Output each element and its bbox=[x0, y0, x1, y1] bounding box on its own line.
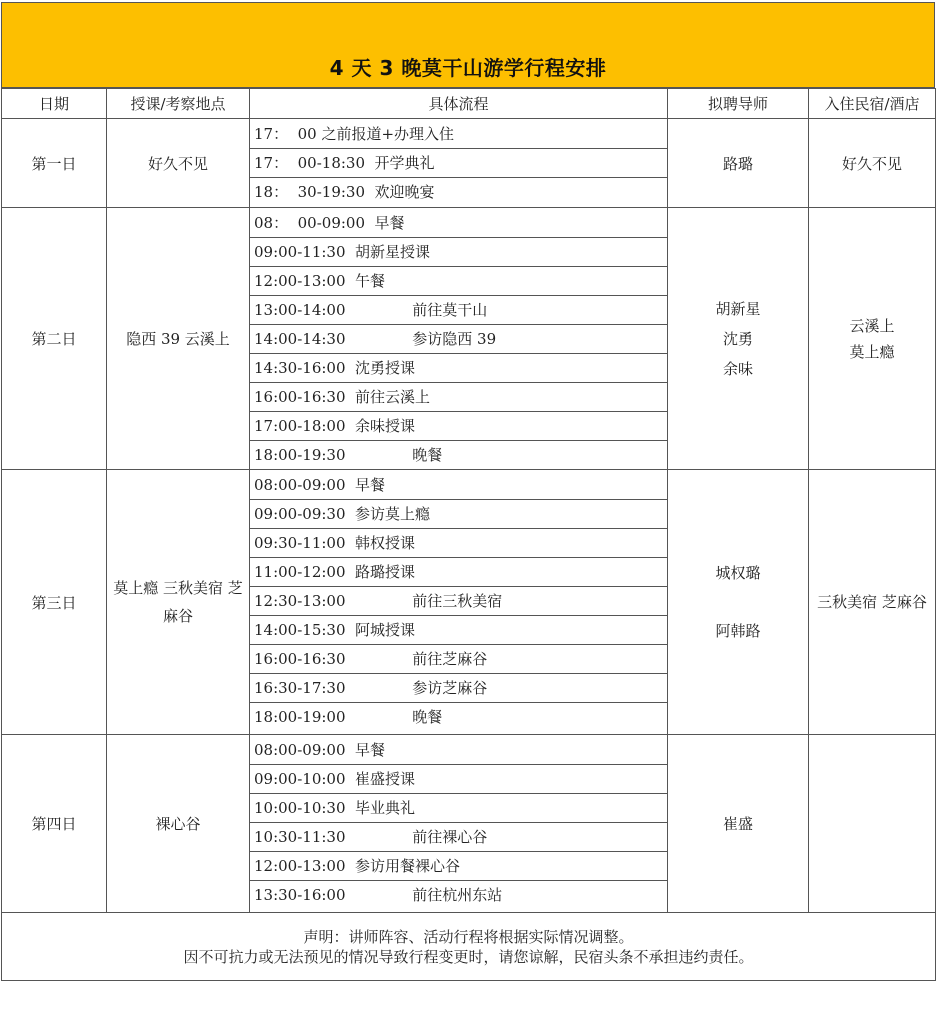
schedule-item: 10:30-11:30 前往裸心谷 bbox=[250, 822, 667, 851]
schedule-item: 09:30-11:00 韩权授课 bbox=[250, 528, 667, 557]
schedule-item: 11:00-12:00 路璐授课 bbox=[250, 557, 667, 586]
hotel-name: 莫上瘾 bbox=[849, 342, 895, 361]
schedule-item: 17： 00-18:30 开学典礼 bbox=[250, 148, 667, 177]
day-hotel: 好久不见 bbox=[809, 119, 936, 208]
day-mentors bbox=[668, 208, 809, 470]
schedule-item: 08： 00-09:00 早餐 bbox=[250, 208, 667, 237]
day-hotel bbox=[809, 735, 936, 913]
title-bar bbox=[1, 2, 935, 88]
day-row bbox=[2, 119, 936, 208]
mentor-name: 城权璐 bbox=[715, 564, 761, 582]
schedule-item: 12:00-13:00 参访用餐裸心谷 bbox=[250, 851, 667, 880]
hotel-name: 三秋美宿 芝麻谷 bbox=[817, 593, 927, 611]
statement-row bbox=[2, 913, 936, 981]
statement-line: 因不可抗力或无法预见的情况导致行程变更时，请您谅解，民宿头条不承担违约责任。 bbox=[183, 947, 754, 966]
schedule-item: 08:00-09:00 早餐 bbox=[250, 735, 667, 764]
schedule-item: 18： 30-19:30 欢迎晚宴 bbox=[254, 183, 435, 202]
day-schedule bbox=[250, 735, 668, 913]
mentor-name: 阿韩路 bbox=[715, 622, 761, 640]
day-location: 隐西 39 云溪上 bbox=[107, 208, 250, 470]
day-schedule bbox=[250, 208, 668, 470]
day-row bbox=[2, 735, 936, 913]
schedule-item: 13:00-14:00 前往莫干山 bbox=[250, 295, 667, 324]
schedule-item: 18:00-19:00 晚餐 bbox=[254, 708, 443, 727]
schedule-item: 12:00-13:00 午餐 bbox=[250, 266, 667, 295]
day-mentors: 崔盛 bbox=[668, 735, 809, 913]
day-hotel bbox=[809, 470, 936, 735]
day-hotel bbox=[809, 208, 936, 470]
statement-line: 声明：讲师阵容、活动行程将根据实际情况调整。 bbox=[303, 927, 634, 946]
day-mentors: 路璐 bbox=[668, 119, 809, 208]
day-row bbox=[2, 470, 936, 735]
statement bbox=[2, 913, 936, 981]
day-schedule bbox=[250, 470, 668, 735]
day-row bbox=[2, 208, 936, 470]
mentor-name: 余味 bbox=[722, 359, 753, 378]
mentor-name: 沈勇 bbox=[722, 329, 753, 348]
schedule-item: 16:00-16:30 前往云溪上 bbox=[250, 382, 667, 411]
schedule-table bbox=[1, 88, 936, 981]
day-schedule bbox=[250, 119, 668, 208]
day-label: 第一日 bbox=[2, 119, 107, 208]
schedule-item: 14:00-15:30 阿城授课 bbox=[250, 615, 667, 644]
schedule-item: 10:00-10:30 毕业典礼 bbox=[250, 793, 667, 822]
mentor-name: 胡新星 bbox=[715, 299, 761, 318]
schedule-item: 17： 00 之前报道+办理入住 bbox=[250, 119, 667, 148]
schedule-item: 16:00-16:30 前往芝麻谷 bbox=[250, 644, 667, 673]
location-text: 莫上瘾 三秋美宿 芝麻谷 bbox=[113, 579, 243, 625]
day-location bbox=[107, 470, 250, 735]
header-location: 授课/考察地点 bbox=[107, 89, 250, 119]
schedule-item: 18:00-19:30 晚餐 bbox=[254, 446, 443, 465]
day-label: 第三日 bbox=[2, 470, 107, 735]
schedule-item: 09:00-10:00 崔盛授课 bbox=[250, 764, 667, 793]
schedule-item: 12:30-13:00 前往三秋美宿 bbox=[250, 586, 667, 615]
schedule-item: 16:30-17:30 参访芝麻谷 bbox=[250, 673, 667, 702]
day-location: 裸心谷 bbox=[107, 735, 250, 913]
hotel-name: 云溪上 bbox=[849, 316, 895, 335]
header-process: 具体流程 bbox=[250, 89, 668, 119]
schedule-item: 08:00-09:00 早餐 bbox=[250, 470, 667, 499]
day-mentors bbox=[668, 470, 809, 735]
page-title: 4 天 3 晚莫干山游学行程安排 bbox=[329, 56, 607, 80]
header-hotel: 入住民宿/酒店 bbox=[809, 89, 936, 119]
header-row bbox=[2, 89, 936, 119]
header-date: 日期 bbox=[2, 89, 107, 119]
header-mentor: 拟聘导师 bbox=[668, 89, 809, 119]
day-location: 好久不见 bbox=[107, 119, 250, 208]
schedule-item: 09:00-09:30 参访莫上瘾 bbox=[250, 499, 667, 528]
schedule-item: 09:00-11:30 胡新星授课 bbox=[250, 237, 667, 266]
schedule-item: 17:00-18:00 余味授课 bbox=[250, 411, 667, 440]
schedule-item: 13:30-16:00 前往杭州东站 bbox=[254, 886, 503, 905]
day-label: 第四日 bbox=[2, 735, 107, 913]
schedule-item: 14:00-14:30 参访隐西 39 bbox=[250, 324, 667, 353]
day-label: 第二日 bbox=[2, 208, 107, 470]
schedule-item: 14:30-16:00 沈勇授课 bbox=[250, 353, 667, 382]
